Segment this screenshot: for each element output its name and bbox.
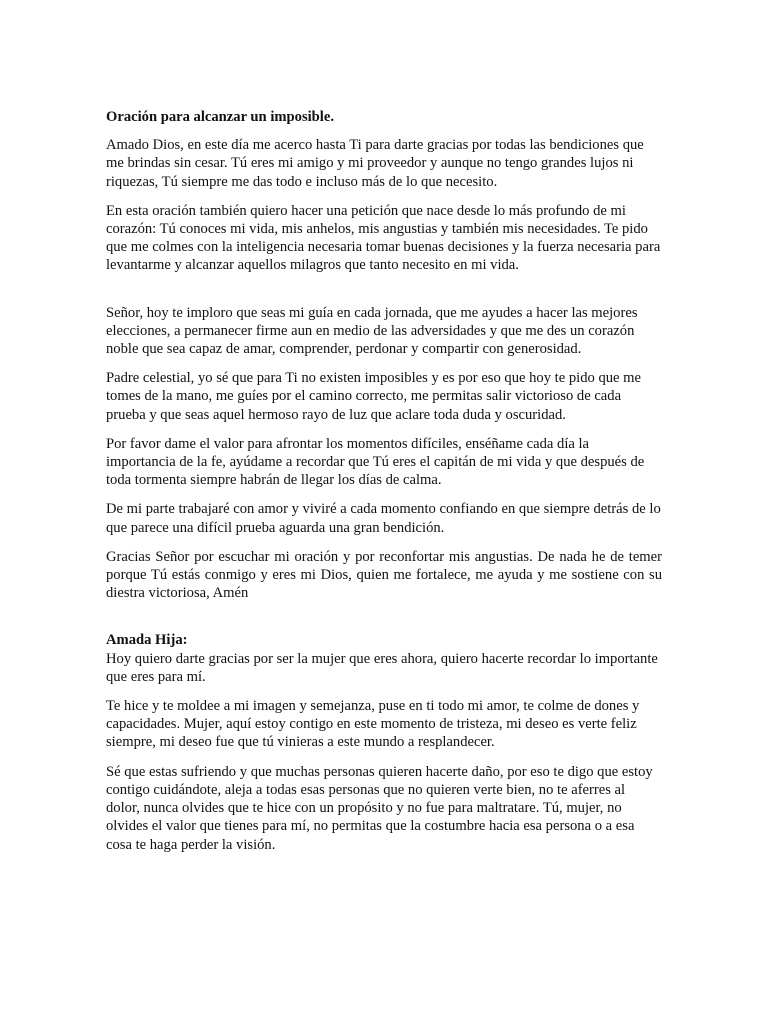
section-heading: Amada Hija: <box>106 632 188 649</box>
paragraph: Hoy quiero darte gracias por ser la mujer que eres ahora, quiero hacerte recordar lo importante que eres para mí. <box>106 650 658 685</box>
spacer <box>106 286 662 304</box>
paragraph: Amado Dios, en este día me acerco hasta Ti para darte gracias por todas las bendiciones que me brindas sin cesar. Tú eres mi amigo y mi proveedor y aunque no tengo grandes lujos ni riquezas, Tú siempre me das todo e incluso más de lo que necesito. <box>106 137 644 190</box>
spacer <box>106 613 662 631</box>
paragraph: Sé que estas sufriendo y que muchas personas quieren hacerte daño, por eso te digo que estoy contigo cuidándote, aleja a todas esas personas que no quieren verte bien, no te aferres al dolor, nunca olvides que te hice con un propósito y no fue para maltratare. Tú, mujer, no olvides el valor que tienes para mí, no permitas que la costumbre hacia esa persona o a esa cosa te haga perder la visión. <box>106 763 653 853</box>
document-title: Oración para alcanzar un imposible. <box>106 109 334 125</box>
paragraph: Padre celestial, yo sé que para Ti no existen imposibles y es por eso que hoy te pido que me tomes de la mano, me guíes por el camino correcto, me permitas salir victorioso de cada prueba y que seas aquel hermoso rayo de luz que aclare toda duda y oscuridad. <box>106 370 642 423</box>
paragraph: Gracias Señor por escuchar mi oración y por reconfortar mis angustias. De nada he de temer porque Tú estás conmigo y eres mi Dios, quien me fortalece, me ayuda y me sostiene con su diestra victoriosa, Amén <box>106 548 662 602</box>
paragraph: Por favor dame el valor para afrontar los momentos difíciles, enséñame cada día la importancia de la fe, ayúdame a recordar que Tú eres el capitán de mi vida y que después de toda tormenta siempre habrán de llegar los días de calma. <box>106 435 645 489</box>
paragraph: De mi parte trabajaré con amor y viviré a cada momento confiando en que siempre detrás de lo que parece una difícil prueba aguarda una gran bendición. <box>106 501 661 536</box>
document-page <box>106 108 662 865</box>
paragraph: En esta oración también quiero hacer una petición que nace desde lo más profundo de mi corazón: Tú conoces mi vida, mis anhelos, mis angustias y también mis necesidades. Te pido que me colmes con la inteligencia necesaria tomar buenas decisiones y la fuerza necesaria para levantarme y alcanzar aquellos milagros que tanto necesito en mi vida. <box>106 202 661 274</box>
paragraph: Te hice y te moldee a mi imagen y semejanza, puse en ti todo mi amor, te colme de dones y capacidades. Mujer, aquí estoy contigo en este momento de tristeza, mi deseo es verte feliz siempre, mi deseo fue que tú vinieras a este mundo a resplandecer. <box>106 698 640 751</box>
paragraph: Señor, hoy te imploro que seas mi guía en cada jornada, que me ayudes a hacer las mejores elecciones, a permanecer firme aun en medio de las adversidades y que me des un corazón noble que sea capaz de amar, comprender, perdonar y compartir con generosidad. <box>106 304 638 358</box>
